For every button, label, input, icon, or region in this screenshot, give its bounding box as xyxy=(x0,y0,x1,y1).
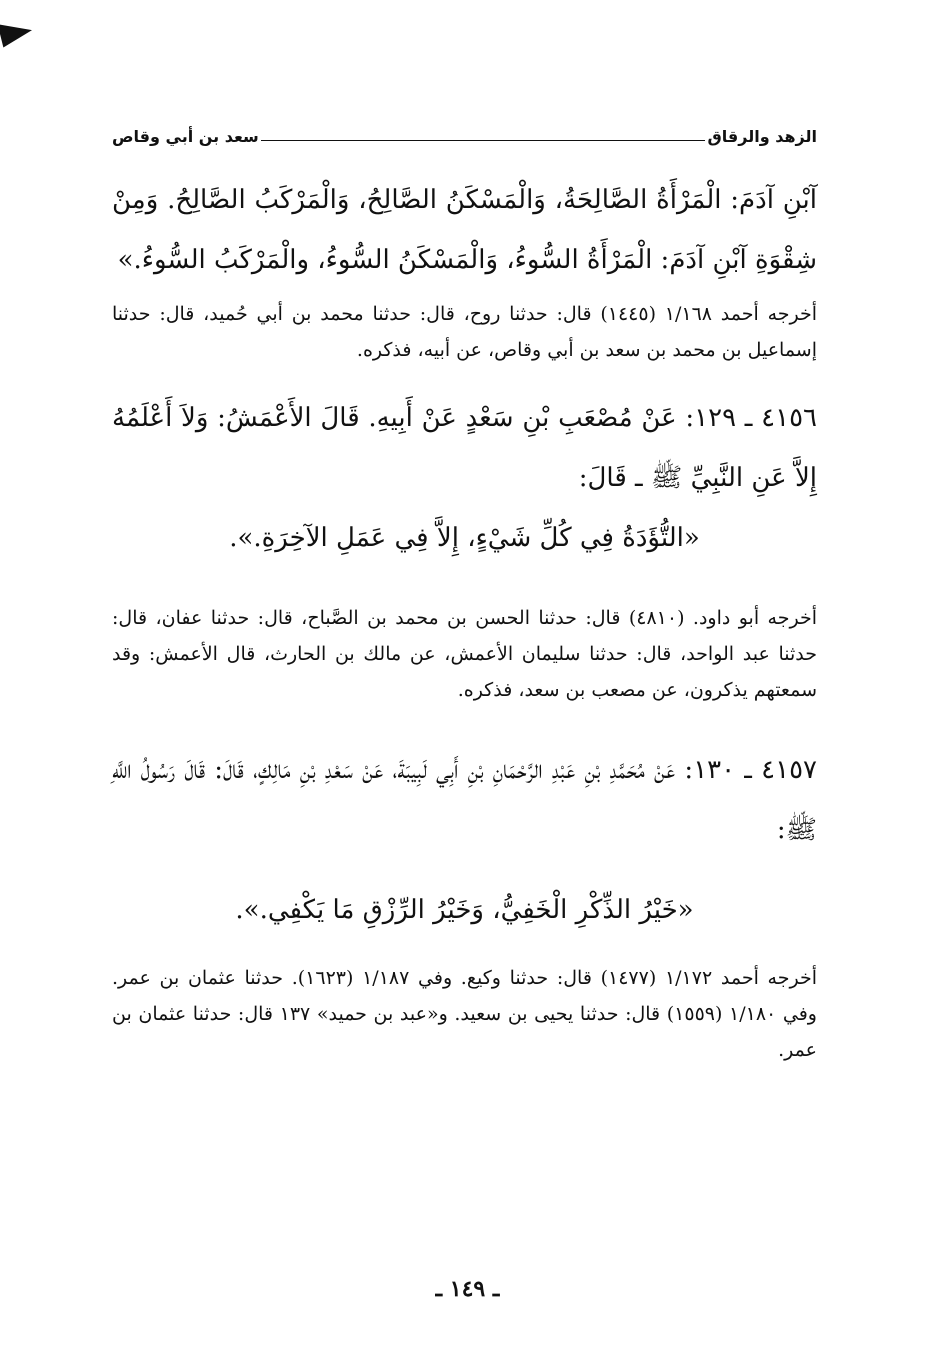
header-chapter-title: سعد بن أبي وقاص xyxy=(112,127,259,146)
page-number: ـ ١٤٩ ـ xyxy=(435,1276,500,1302)
takhrij-note: أخرجه أبو داود. (٤٨١٠) قال: حدثنا الحسن بن محمد بن الصَّباح، قال: حدثنا عفان، قال: حدثنا عبد الواحد، قال: حدثنا سليمان الأعمش، عن مالك بن الحارث، قال الأعمش: وقد سمعتهم يذكرون، عن مصعب بن سعد، فذكره. xyxy=(112,607,817,701)
hadith-4157-intro: ٤١٥٧ ـ ١٣٠: عَنْ مُحَمَّدِ بْنِ عَبْدِ الرَّحْمَانِ بْنِ أَبِي لَبِيبَةَ، عَنْ سَعْدِ بْنِ مَالِكٍ، قَالَ: قَالَ رَسُولُ اللَّهِ ﷺ: xyxy=(112,755,817,845)
corner-mark xyxy=(0,16,34,47)
takhrij-note: أخرجه أحمد ١/١٦٨ (١٤٤٥) قال: حدثنا روح، قال: حدثنا محمد بن أبي حُميد، قال: حدثنا إسماعيل بن محمد بن سعد بن أبي وقاص، عن أبيه، فذكره. xyxy=(112,303,818,361)
takhrij-note: أخرجه أحمد ١/١٧٢ (١٤٧٧) قال: حدثنا وكيع. وفي ١/١٨٧ (١٦٢٣). حدثنا عثمان بن عمر. وفي ١/١٨٠ (١٥٥٩) قال: حدثنا يحيى بن سعيد. و«عبد بن حميد» ١٣٧ قال: حدثنا عثمان بن عمر. xyxy=(112,967,817,1061)
hadith-text-continued: آبْنِ آدَمَ: الْمَرْأَةُ الصَّالِحَةُ، وَالْمَسْكَنُ الصَّالِحُ، وَالْمَرْكَبُ الصَّالِحُ. وَمِنْ شِقْوَةِ آبْنِ آدَمَ: الْمَرْأَةُ السُّوءُ، وَالْمَسْكَنُ السُّوءُ، والْمَرْكَبُ السُّوءُ.» xyxy=(112,185,817,275)
hadith-4156-intro: ٤١٥٦ ـ ١٢٩: عَنْ مُصْعَبِ بْنِ سَعْدٍ عَنْ أَبِيهِ. قَالَ الأَعْمَشُ: وَلاَ أَعْلَمُهُ إِلاَّ عَنِ النَّبِيِّ ﷺ ـ قَالَ: xyxy=(112,403,817,493)
header-rule xyxy=(261,140,706,141)
page-body xyxy=(112,170,817,1068)
running-header xyxy=(112,116,817,146)
hadith-4156-quote: «التُّؤَدَةُ فِي كُلِّ شَيْءٍ، إِلاَّ فِي عَمَلِ الآخِرَةِ.». xyxy=(229,523,700,553)
hadith-4157-quote: «خَيْرُ الذِّكْرِ الْخَفِيُّ، وَخَيْرُ الرِّزْقِ مَا يَكْفِي.». xyxy=(235,895,694,925)
header-section-title: الزهد والرقاق xyxy=(707,127,817,146)
